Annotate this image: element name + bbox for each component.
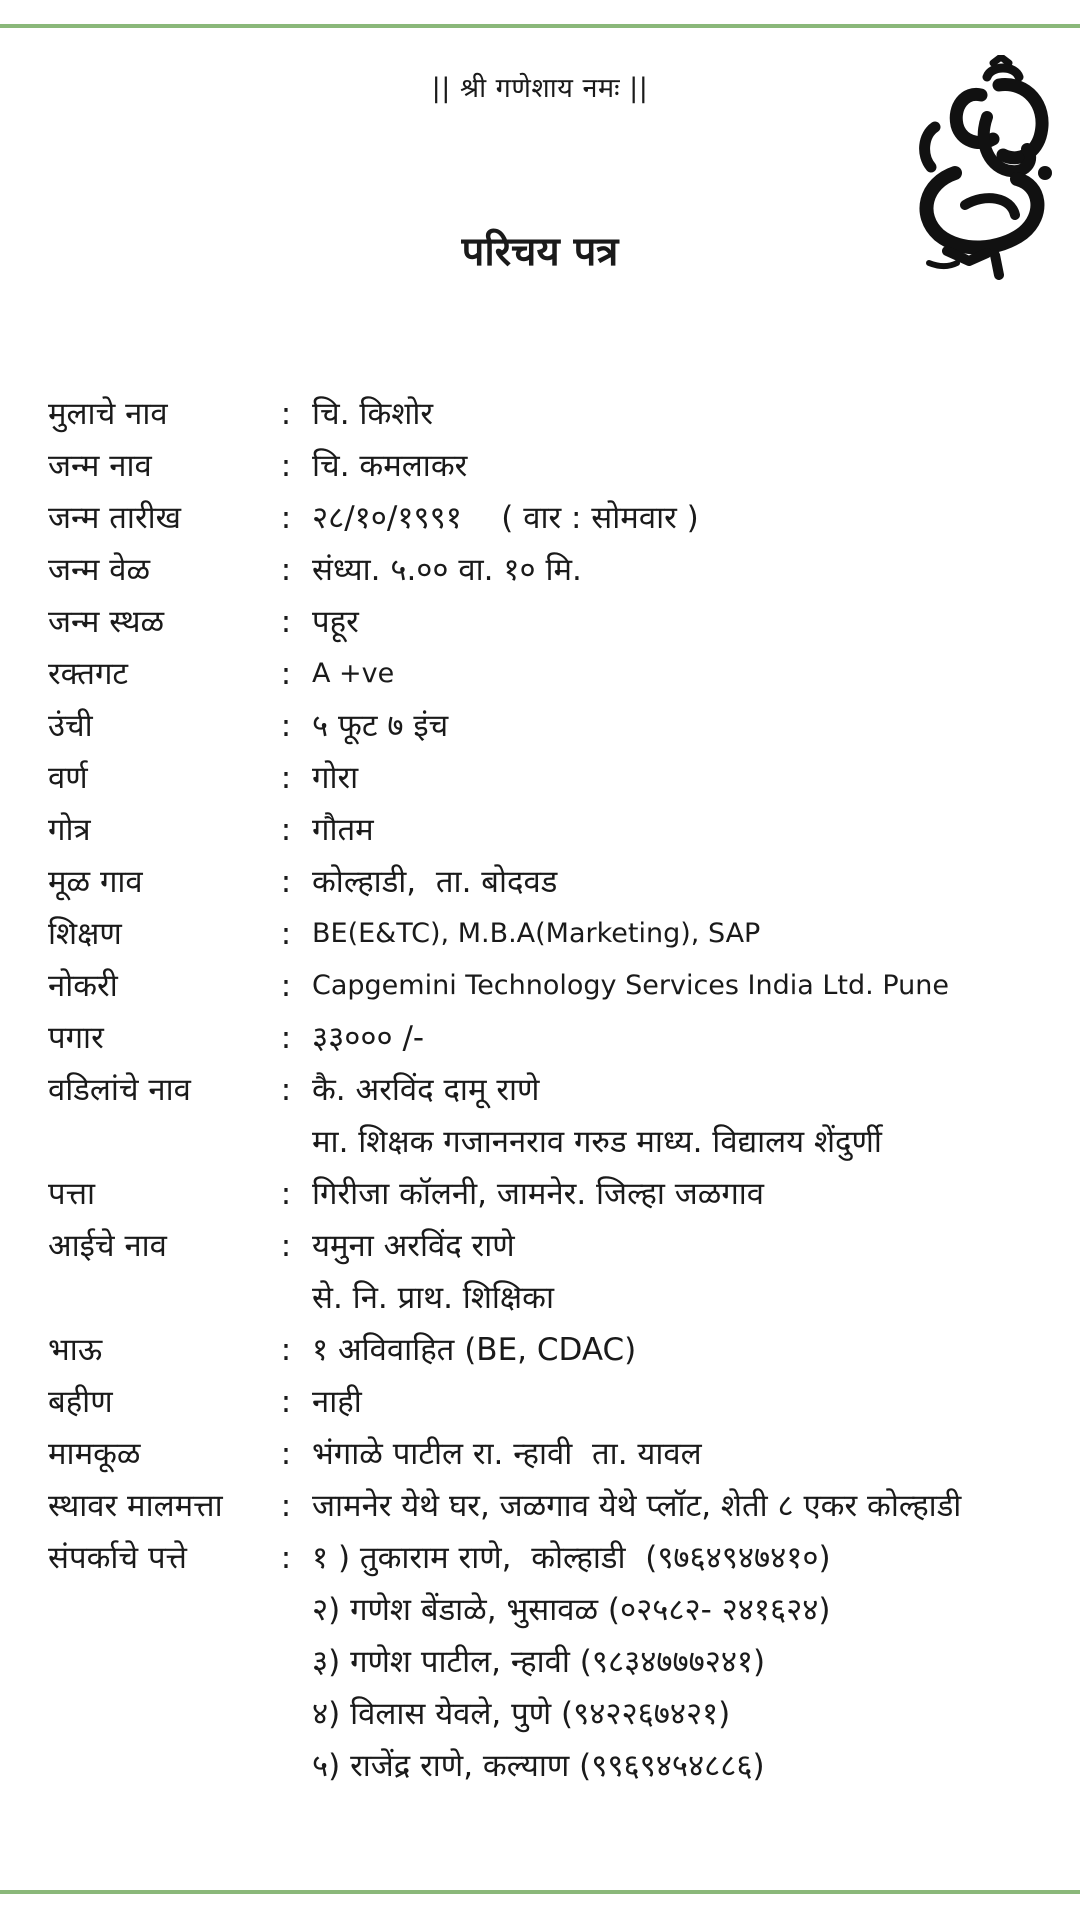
detail-row-address xyxy=(48,1168,1058,1220)
detail-row-boy-name xyxy=(48,388,1058,440)
detail-value: कै. अरविंद दामू राणे xyxy=(312,1072,540,1108)
detail-colon: : xyxy=(280,1228,292,1264)
detail-label: वडिलांचे नाव xyxy=(48,1072,191,1108)
detail-value: १ अविवाहित (BE, CDAC) xyxy=(312,1332,637,1368)
contact-item: २) गणेश बेंडाळे, भुसावळ (०२५८२- २४१६२४) xyxy=(312,1592,831,1628)
detail-row-birth-name xyxy=(48,440,1058,492)
detail-label: रक्तगट xyxy=(48,656,129,692)
detail-row-property xyxy=(48,1480,1058,1532)
detail-colon: : xyxy=(280,708,292,744)
detail-label: पगार xyxy=(48,1020,104,1056)
detail-label: बहीण xyxy=(48,1384,113,1420)
detail-value: गौतम xyxy=(312,812,374,848)
detail-label: आईचे नाव xyxy=(48,1228,167,1264)
detail-colon: : xyxy=(280,1332,292,1368)
detail-colon: : xyxy=(280,1072,292,1108)
detail-row-education xyxy=(48,908,1058,960)
detail-colon: : xyxy=(280,552,292,588)
biodata-details xyxy=(48,388,1058,1792)
detail-value: Capgemini Technology Services India Ltd. Pune xyxy=(312,970,949,1001)
detail-value: पहूर xyxy=(312,604,359,640)
detail-label: संपर्काचे पत्ते xyxy=(48,1540,187,1576)
detail-row-native-village xyxy=(48,856,1058,908)
detail-label: मूळ गाव xyxy=(48,864,143,900)
detail-row-salary xyxy=(48,1012,1058,1064)
detail-label: वर्ण xyxy=(48,760,88,796)
ganesha-icon xyxy=(895,55,1060,280)
detail-value: गिरीजा कॉलनी, जामनेर. जिल्हा जळगाव xyxy=(312,1176,765,1212)
detail-colon: : xyxy=(280,396,292,432)
detail-row-brother xyxy=(48,1324,1058,1376)
detail-colon: : xyxy=(280,968,292,1004)
detail-value: A +ve xyxy=(312,658,395,689)
detail-colon: : xyxy=(280,864,292,900)
detail-row-height xyxy=(48,700,1058,752)
detail-colon: : xyxy=(280,604,292,640)
detail-value: कोल्हाडी, ता. बोदवड xyxy=(312,864,558,900)
detail-colon: : xyxy=(280,500,292,536)
detail-colon: : xyxy=(280,1488,292,1524)
top-border-line xyxy=(0,24,1080,28)
detail-row-birth-place xyxy=(48,596,1058,648)
detail-label: नोकरी xyxy=(48,968,118,1004)
detail-colon: : xyxy=(280,916,292,952)
detail-label: जन्म तारीख xyxy=(48,500,182,536)
detail-value: चि. किशोर xyxy=(312,396,434,432)
page-title: परिचय पत्र xyxy=(461,229,619,275)
detail-subvalue: से. नि. प्राथ. शिक्षिका xyxy=(312,1280,554,1316)
detail-value: ५ फूट ७ इंच xyxy=(312,708,449,744)
contact-list xyxy=(312,1532,1058,1792)
detail-colon: : xyxy=(280,1176,292,1212)
contact-item: १ ) तुकाराम राणे, कोल्हाडी (९७६४९४७४१०) xyxy=(312,1540,831,1576)
detail-label: भाऊ xyxy=(48,1332,103,1368)
detail-colon: : xyxy=(280,812,292,848)
detail-colon: : xyxy=(280,1436,292,1472)
invocation-text: || श्री गणेशाय नमः || xyxy=(431,73,649,104)
detail-colon: : xyxy=(280,1384,292,1420)
detail-value: गोरा xyxy=(312,760,359,796)
detail-row-maternal-family xyxy=(48,1428,1058,1480)
detail-row-father-name xyxy=(48,1064,1058,1168)
detail-row-sister xyxy=(48,1376,1058,1428)
detail-label: शिक्षण xyxy=(48,916,122,952)
detail-row-birth-date xyxy=(48,492,1058,544)
detail-label: गोत्र xyxy=(48,812,91,848)
detail-colon: : xyxy=(280,656,292,692)
detail-label: जन्म नाव xyxy=(48,448,152,484)
detail-row-blood-group xyxy=(48,648,1058,700)
contact-item: ३) गणेश पाटील, न्हावी (९८३४७७७२४१) xyxy=(312,1644,766,1680)
detail-row-job xyxy=(48,960,1058,1012)
detail-label: स्थावर मालमत्ता xyxy=(48,1488,223,1524)
detail-colon: : xyxy=(280,1540,292,1576)
detail-colon: : xyxy=(280,448,292,484)
detail-row-birth-time xyxy=(48,544,1058,596)
detail-row-contacts xyxy=(48,1532,1058,1792)
detail-value-block xyxy=(312,1220,1058,1324)
detail-value: यमुना अरविंद राणे xyxy=(312,1228,515,1264)
detail-value: संध्या. ५.०० वा. १० मि. xyxy=(312,552,582,588)
detail-row-gotra xyxy=(48,804,1058,856)
detail-colon: : xyxy=(280,1020,292,1056)
detail-value: नाही xyxy=(312,1384,362,1420)
detail-value: ३३००० /- xyxy=(312,1020,425,1056)
detail-label: जन्म स्थळ xyxy=(48,604,165,640)
detail-label: मामकूळ xyxy=(48,1436,141,1472)
contact-item: ५) राजेंद्र राणे, कल्याण (९९६९४५४८८६) xyxy=(312,1748,765,1784)
detail-label: जन्म वेळ xyxy=(48,552,151,588)
detail-subvalue: मा. शिक्षक गजाननराव गरुड माध्य. विद्यालय शेंदुर्णी xyxy=(312,1124,882,1160)
detail-label: मुलाचे नाव xyxy=(48,396,168,432)
detail-value-block xyxy=(312,1064,1058,1168)
bottom-border-line xyxy=(0,1890,1080,1894)
detail-value: २८/१०/१९९१ ( वार : सोमवार ) xyxy=(312,500,699,536)
detail-label: उंची xyxy=(48,708,93,744)
detail-value: जामनेर येथे घर, जळगाव येथे प्लॉट, शेती ८ एकर कोल्हाडी xyxy=(312,1488,962,1524)
detail-row-complexion xyxy=(48,752,1058,804)
contact-item: ४) विलास येवले, पुणे (९४२२६७४२१) xyxy=(312,1696,731,1732)
detail-label: पत्ता xyxy=(48,1176,96,1212)
detail-value: BE(E&TC), M.B.A(Marketing), SAP xyxy=(312,918,761,949)
detail-value: चि. कमलाकर xyxy=(312,448,468,484)
detail-value: भंगाळे पाटील रा. न्हावी ता. यावल xyxy=(312,1436,702,1472)
detail-row-mother-name xyxy=(48,1220,1058,1324)
detail-colon: : xyxy=(280,760,292,796)
